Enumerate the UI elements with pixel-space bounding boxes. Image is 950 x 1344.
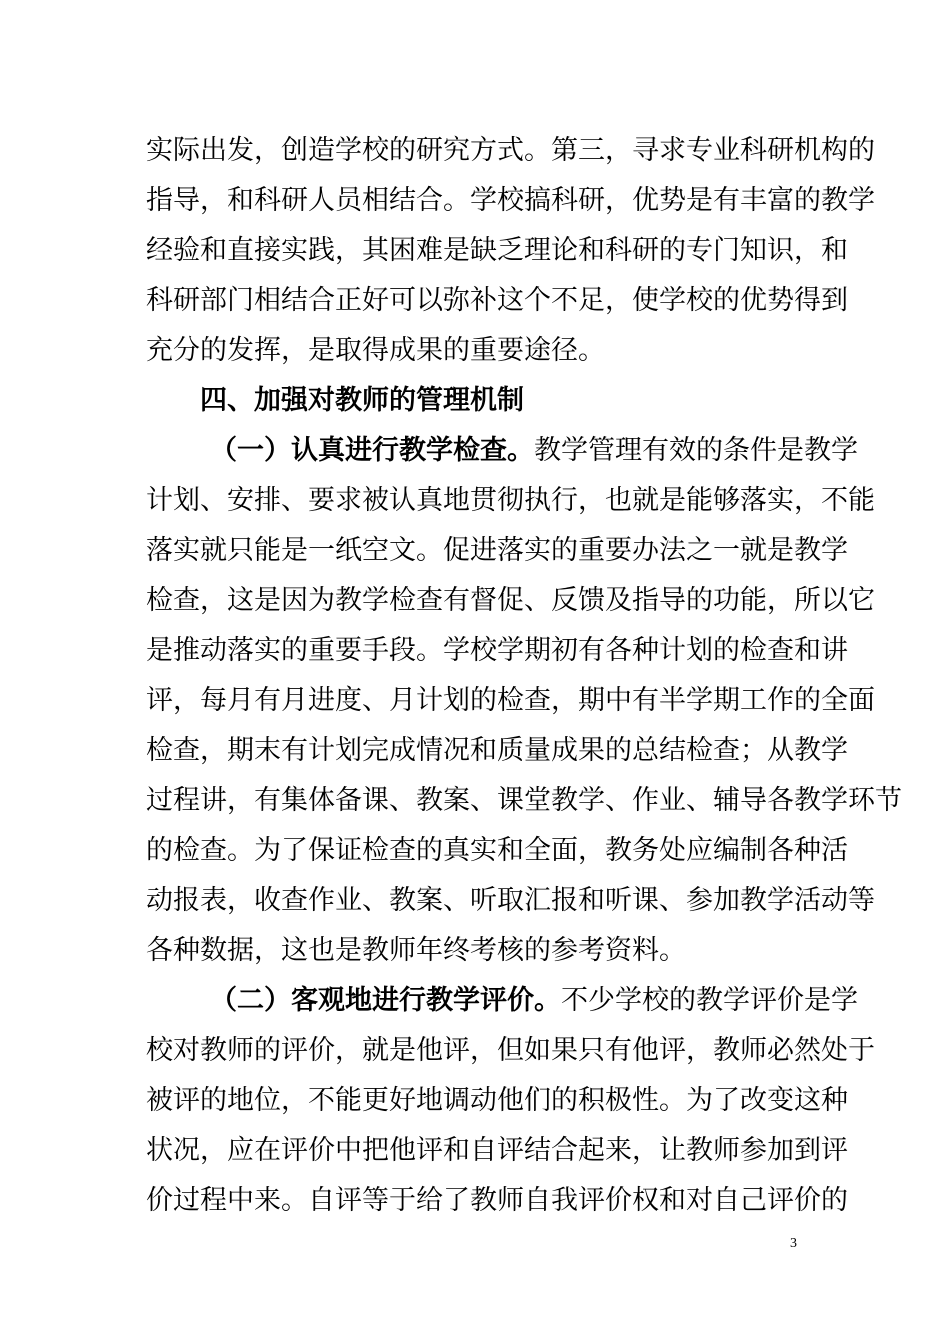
page-number: 3 (790, 1236, 797, 1251)
paragraph-line: 状况，应在评价中把他评和自评结合起来，让教师参加到评 (146, 1135, 848, 1166)
paragraph-line: 实际出发，创造学校的研究方式。第三，寻求专业科研机构的 (146, 135, 875, 166)
paragraph-line: 的检查。为了保证检查的真实和全面，教务处应编制各种活 (146, 835, 848, 866)
subsection-2-first-line-text: 不少学校的教学评价是学 (561, 985, 858, 1016)
paragraph-line: 被评的地位，不能更好地调动他们的积极性。为了改变这种 (146, 1085, 848, 1116)
subsection-2-heading: （二）客观地进行教学评价。 (210, 985, 561, 1016)
paragraph-line: 各种数据，这也是教师年终考核的参考资料。 (146, 935, 686, 966)
paragraph-line: 价过程中来。自评等于给了教师自我评价权和对自己评价的 (146, 1185, 848, 1216)
paragraph-line: 充分的发挥，是取得成果的重要途径。 (146, 335, 605, 366)
paragraph-line: 经验和直接实践，其困难是缺乏理论和科研的专门知识，和 (146, 235, 848, 266)
paragraph-line: 是推动落实的重要手段。学校学期初有各种计划的检查和讲 (146, 635, 848, 666)
paragraph-line: 动报表，收查作业、教案、听取汇报和听课、参加教学活动等 (146, 885, 875, 916)
paragraph-line: 计划、安排、要求被认真地贯彻执行，也就是能够落实，不能 (146, 485, 875, 516)
paragraph-line: 校对教师的评价，就是他评，但如果只有他评，教师必然处于 (146, 1035, 875, 1066)
subsection-1-first-line-text: 教学管理有效的条件是教学 (534, 435, 858, 466)
paragraph-line: 指导，和科研人员相结合。学校搞科研，优势是有丰富的教学 (146, 185, 875, 216)
paragraph-line: 评，每月有月进度、月计划的检查，期中有半学期工作的全面 (146, 685, 875, 716)
section-heading: 四、加强对教师的管理机制 (200, 385, 524, 416)
subsection-1-heading: （一）认真进行教学检查。 (210, 435, 534, 466)
paragraph-line: 检查，这是因为教学检查有督促、反馈及指导的功能，所以它 (146, 585, 875, 616)
subsection-1-first-line (210, 431, 858, 471)
paragraph-line: 科研部门相结合正好可以弥补这个不足，使学校的优势得到 (146, 285, 848, 316)
paragraph-line: 过程讲，有集体备课、教案、课堂教学、作业、辅导各教学环节 (146, 785, 902, 816)
subsection-2-first-line (210, 981, 858, 1021)
paragraph-line: 检查，期末有计划完成情况和质量成果的总结检查；从教学 (146, 735, 848, 766)
paragraph-line: 落实就只能是一纸空文。促进落实的重要办法之一就是教学 (146, 535, 848, 566)
